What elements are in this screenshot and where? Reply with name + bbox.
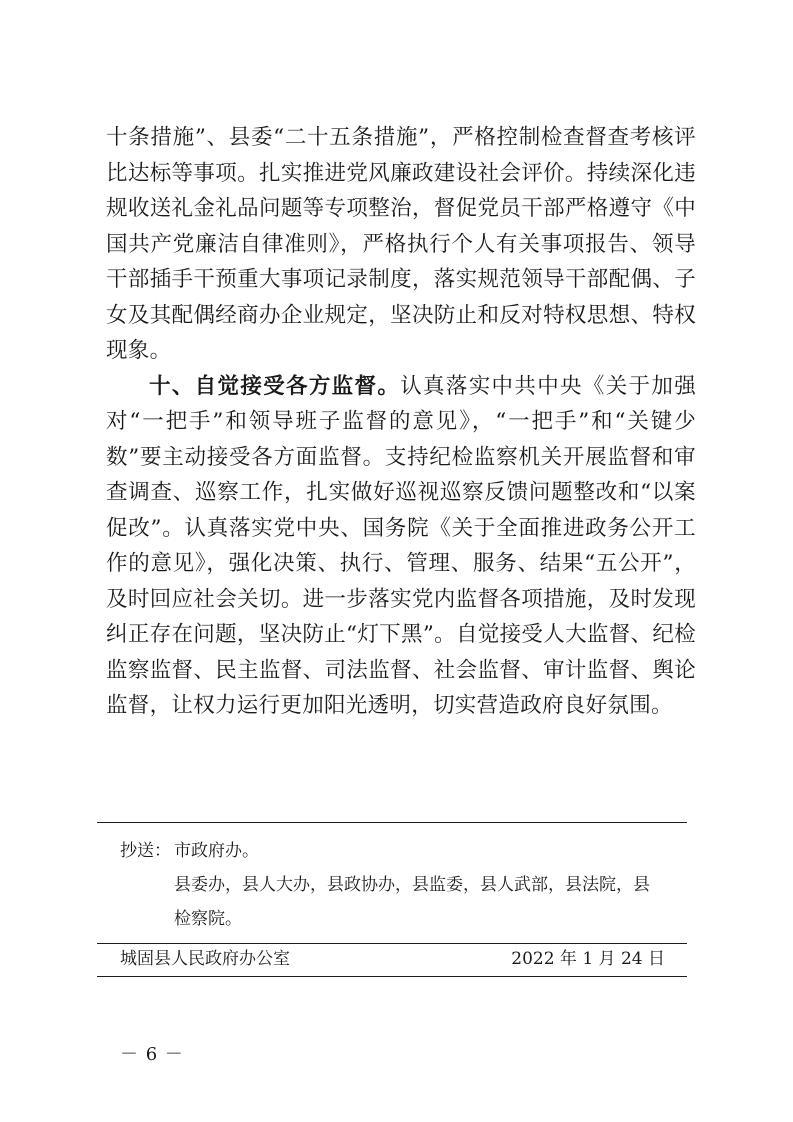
paragraph-continuation: 十条措施”、县委“二十五条措施”，严格控制检查督查考核评比达标等事项。扎实推进党风廉政建设社会评价。持续深化违规收送礼金礼品问题等专项整治，督促党员干部严格遵守《中国共产党廉洁自律准则》，严格执行个人有关事项报告、领导干部插手干预重大事项记录制度，落实规范领导干部配偶、子女及其配偶经商办企业规定，坚决防止和反对特权思想、特权现象。 (106, 125, 696, 363)
body-text (106, 120, 696, 724)
distribution-primary: 市政府办。 (174, 841, 259, 861)
footer-top-rule (97, 943, 687, 944)
distribution-secondary-line-2: 检察院。 (174, 909, 242, 929)
page-number: － 6 － (120, 1044, 184, 1065)
distribution-block (120, 834, 680, 936)
section-10-paragraph (106, 369, 696, 724)
issue-date: 2022 年 1 月 24 日 (511, 949, 665, 969)
distribution-secondary-line-1: 县委办，县人大办，县政协办，县监委，县人武部，县法院，县 (174, 875, 650, 895)
footer-bottom-rule (97, 976, 687, 977)
issuer-name: 城固县人民政府办公室 (120, 949, 290, 969)
section-10-heading: 十、自觉接受各方监督。 (149, 373, 401, 399)
section-10-text: 认真落实中共中央《关于加强对“一把手”和领导班子监督的意见》，“一把手”和“关键少数”要主动接受各方面监督。支持纪检监察机关开展监督和审查调查、巡察工作，扎实做好巡视巡察反馈问题整改和“以案促改”。认真落实党中央、国务院《关于全面推进政务公开工作的意见》，强化决策、执行、管理、服务、结果“五公开”，及时回应社会关切。进一步落实党内监督各项措施，及时发现纠正存在问题，坚决防止“灯下黑”。自觉接受人大监督、纪检监察监督、民主监督、司法监督、社会监督、审计监督、舆论监督，让权力运行更加阳光透明，切实营造政府良好氛围。 (106, 373, 696, 718)
distribution-top-rule (97, 822, 687, 823)
distribution-label: 抄送： (120, 841, 171, 861)
